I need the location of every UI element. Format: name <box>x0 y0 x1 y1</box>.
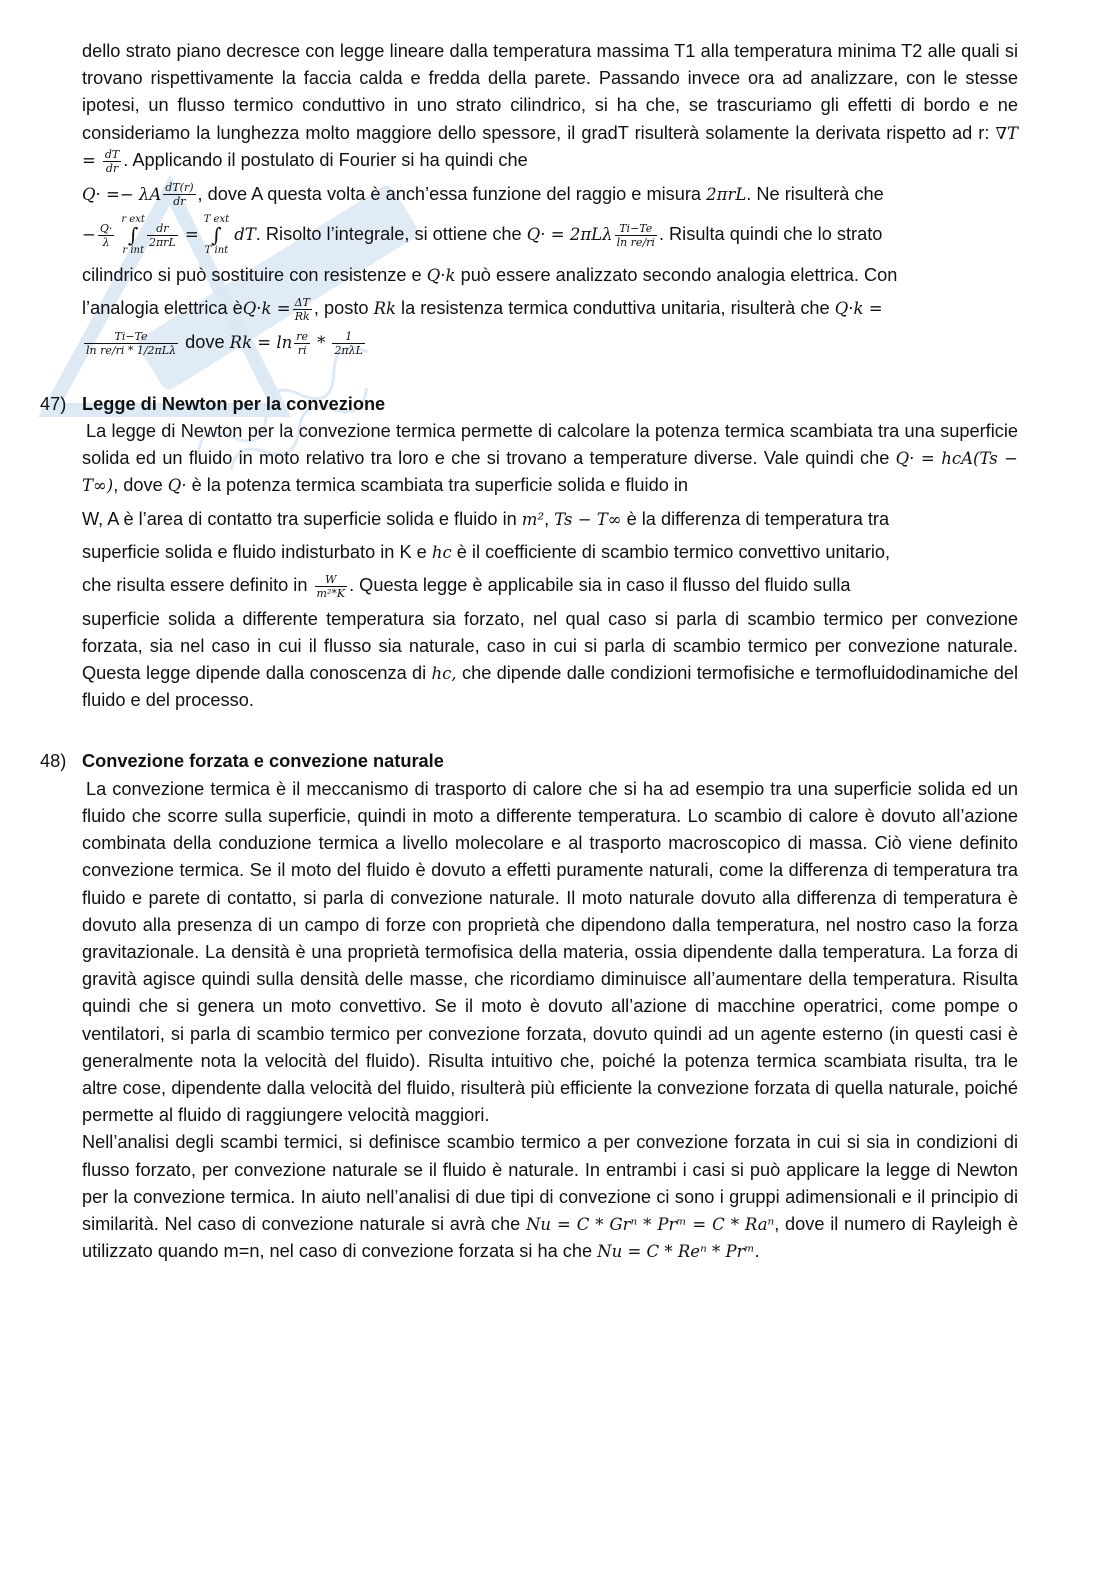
section-48-title: Convezione forzata e convezione naturale <box>82 751 444 772</box>
section-47-paragraph-3 <box>82 539 1018 566</box>
final-fraction: $\frac{Ti-Te}{\text{ln re/ri * 1/2πLλ}}$ <box>86 329 177 357</box>
section-48-paragraph-2 <box>82 1129 1018 1265</box>
cylinder-text-end: può essere analizzato secondo analogia elettrica. Con <box>460 265 898 286</box>
rk-multiply: * <box>317 333 326 353</box>
qk-symbol: Q·k <box>426 266 456 286</box>
dove-text: dove <box>185 332 225 353</box>
section-47-paragraph-2: W, A è l’area di contatto tra superficie solida e fluido in m², Ts − T∞ è la differenza di temperatura tra <box>82 508 890 529</box>
fourier-text: , dove A questa volta è anch’essa funzione del raggio e misura <box>197 183 702 204</box>
analogy-line <box>82 295 1018 323</box>
q-equation: Q· = 2πLλ <box>526 225 613 244</box>
fourier-line <box>82 181 1018 209</box>
rk-fraction: $\frac{re}{ri}$ <box>296 329 309 357</box>
section-48-paragraph-1: La convezione termica è il meccanismo di trasporto di calore che si ha ad esempio tra una superficie solida ed un fluido che scorre sulla superficie, quindi in moto a differente temperatura. Lo scambio di calore è dovuto all’azione combinata della conduzione termica a livello molecolare e al trasporto macroscopico di massa. Ciò viene definito convezione termica. Se il moto del fluido è dovuto a effetti puramente naturali, come la differenza di temperatura tra fluido e parete di contatto, si parla di convezione naturale. Il moto naturale dovuto alla differenza di temperatura è dovuto alla presenza di un campo di forze con proprietà che dipendono dalla temperatura, nel nostro caso la forza gravitazionale. La densità è una proprietà termofisica della materia, ossia dipendente dalla temperatura. La forza di gravità agisce quindi sulla densità delle masse, che ricordiamo diminuisce all’aumentare della temperatura. Risulta quindi che si genera un moto convettivo. Se il moto è dovuto all’azione di macchine operatrici, come pompe o ventilatori, si parla di scambio termico per convezione forzata, dovuto quindi ad un agente esterno (in questi casi è generalmente nota la velocità del fluido). Risulta intuitivo che, poiché la potenza termica scambiata risulta, tra le altre cose, dipendente dalla velocità del fluido, risulterà più efficiente la convezione forzata di quella naturale, poiché permette al fluido di raggiungere velocità maggiori. <box>82 778 1018 1126</box>
newton-equation: Q· = hcA(Ts − T∞) <box>82 449 1018 496</box>
s47-text-4-end: . Questa legge è applicabile sia in caso il flusso del fluido sulla <box>349 574 851 595</box>
section-48-heading <box>40 748 1018 775</box>
m2-symbol: m² <box>521 509 545 529</box>
s47-text-4: che risulta essere definito in <box>82 574 308 595</box>
area-expression: 2πrL <box>706 184 747 204</box>
intro-text: dello strato piano decresce con legge lineare dalla temperatura massima T1 alla temperatura minima T2 alle quali si trovano rispettivamente la faccia calda e fredda della parete. Passando invece ora ad analizzare, con le stesse ipotesi, un flusso termico conduttivo in uno strato cilindrico, si ha che, se trascuriamo gli effetti di bordo e ne consideriamo la lunghezza molto maggiore dello spessore, il gradT risulterà solamente la derivata rispetto ad r: <box>82 41 1018 143</box>
integral-line: − $\frac{Q\cdot}{\lambda}$ r ext ∫ r int $\frac{dr}{\text{2πrL}}$ = T ext ∫ T int dT. Risolto l’integrale, si ottiene che Q· = 2πLλ $\frac{Ti-Te}{\text{ln re/ri}}$ . Risulta quindi che lo strato <box>82 214 883 257</box>
natural-convection-equation: Nu = C * Grⁿ * Prᵐ = C * Raⁿ <box>525 1214 775 1234</box>
section-47-paragraph-4 <box>82 572 1018 600</box>
hc-symbol: hc <box>431 542 452 562</box>
integral-text: . Risolto l’integrale, si ottiene che <box>255 224 522 244</box>
s47-text-end: è la potenza termica scambiata tra superficie solida e fluido in <box>191 475 689 496</box>
integral-t-body: dT <box>234 225 256 244</box>
rk-fraction-2: $\frac{1}{\text{2πλL}}$ <box>334 329 363 357</box>
section-47-paragraph-1 <box>82 418 1018 500</box>
s47-text-1: La legge di Newton per la convezione termica permette di calcolare la potenza termica scambiata tra una superficie solida ed un fluido in moto relativo tra loro e che si trovano a temperature diverse. Vale quindi che <box>82 420 1018 469</box>
q-text-end: . Risulta quindi che lo strato <box>658 224 883 244</box>
s47-text-5: superficie solida a differente temperatura sia forzato, nel qual caso si parla di scambio termico per convezione forzata, sia nel caso in cui il flusso sia naturale, caso in cui si parla di scambio termico per convezione naturale. Questa legge dipende dalla conoscenza di <box>82 608 1018 684</box>
s48-text-3-end: . <box>754 1241 760 1262</box>
section-47-number: 47) <box>40 393 67 414</box>
section-47-heading <box>40 391 1018 418</box>
qk-equation-2: Q·k = <box>834 299 883 319</box>
integral-r: r ext ∫ r int <box>121 214 145 257</box>
unit-fraction: $\frac{W}{\text{m²*K}}$ <box>316 572 346 600</box>
gradient-equation: ∇T = <box>82 123 1018 170</box>
s48-text-2: Nell’analisi degli scambi termici, si definisce scambio termico a per convezione forzata in cui si sia in condizioni di flusso forzato, per convezione naturale se il fluido è naturale. In entrambi i casi si può applicare la legge di Newton per la convezione termica. In aiuto nell’analisi di due tipi di convezione ci sono i gruppi adimensionali e il principio di similarità. Nel caso di convezione naturale si avrà che <box>82 1132 1018 1234</box>
hc-symbol-2: hc, <box>431 664 457 684</box>
s48-text-2-mid: , dove il numero di Rayleigh è utilizzato quando m=n, nel caso di <box>82 1213 1018 1262</box>
intro-text-end: . Applicando il postulato di Fourier si ha quindi che <box>123 149 528 170</box>
fourier-fraction: $\frac{dT(r)}{dr}$ <box>165 181 194 209</box>
qk-equation: Q·k = <box>242 299 291 319</box>
gradient-fraction: $\frac{dT}{dr}$ <box>104 147 120 175</box>
document-body <box>40 38 1018 1265</box>
rk-equation: Rk = ln <box>229 333 293 353</box>
analogy-text-mid: , posto <box>313 298 369 319</box>
q-fraction: $\frac{Ti-Te}{\text{ln re/ri}}$ <box>616 221 655 249</box>
cylinder-text: cilindrico si può sostituire con resistenze e <box>82 265 422 286</box>
s47-text-3: superficie solida e fluido indisturbato in K e <box>82 541 427 562</box>
s47-text-2: W, A è l’area di contatto tra superficie solida e fluido in <box>82 508 517 529</box>
fourier-equation: Q· =− λA <box>82 184 162 204</box>
paragraph-intro <box>82 38 1018 175</box>
s47-text-6: termofisiche e termofluidodinamiche del fluido e del processo. <box>82 663 1018 711</box>
s47-text-3-end: è il coefficiente di scambio termico convettivo unitario, <box>456 541 891 562</box>
s47-text-2-end: è la differenza di temperatura tra <box>626 508 890 529</box>
q-dot-symbol: Q· <box>167 476 187 496</box>
integral-r-fraction: $\frac{dr}{\text{2πrL}}$ <box>148 221 176 249</box>
s47-text-5-end: che dipende dalle condizioni <box>462 663 692 684</box>
s47-text-mid: , dove <box>113 475 163 496</box>
qk-fraction: $\frac{\Delta T}{Rk}$ <box>294 296 310 324</box>
section-47-paragraph-5 <box>82 606 1018 715</box>
analogy-text: l’analogia elettrica è <box>82 298 243 319</box>
analogy-text-mid2: la resistenza termica conduttiva unitaria, risulterà che <box>401 298 830 319</box>
paragraph-cylinder <box>82 262 1018 289</box>
integral-lhs-fraction: $\frac{Q\cdot}{\lambda}$ <box>99 221 113 249</box>
delta-t-expression: Ts − T∞ <box>554 509 622 529</box>
forced-convection-equation: Nu = C * Reⁿ * Prᵐ <box>597 1242 755 1262</box>
integral-t: T ext ∫ T int <box>203 214 230 257</box>
s48-text-3: convezione forzata si ha che <box>361 1241 593 1262</box>
fourier-text-end: . Ne risulterà che <box>746 183 884 204</box>
rk-symbol: Rk <box>373 299 396 319</box>
section-47-title: Legge di Newton per la convezione <box>82 393 386 414</box>
resistance-line <box>82 329 1018 357</box>
section-48-number: 48) <box>40 751 67 772</box>
